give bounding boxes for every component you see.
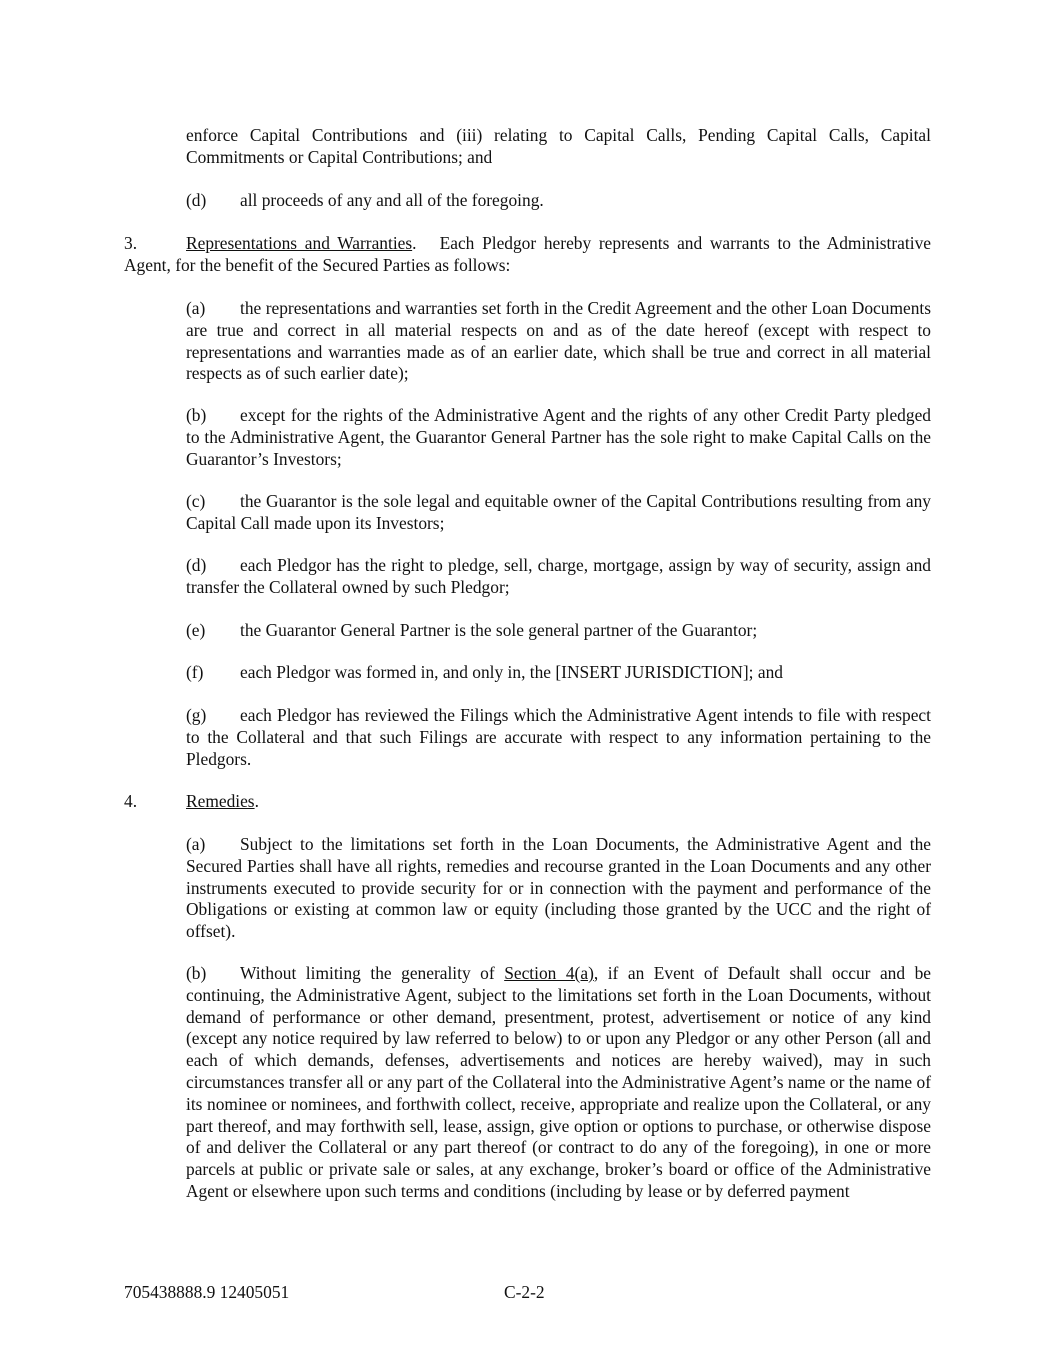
section-intro: Each Pledgor hereby represents and warrants to the Administrative Agent, for the benefit of the Secured Parties as follows: (124, 233, 931, 275)
clause-3d (186, 555, 931, 599)
clause-3a (186, 298, 931, 385)
clause-text: except for the rights of the Administrative Agent and the rights of any other Credit Party pledged to the Administrative Agent, the Guarantor General Partner has the sole right to make Capital Calls on the Guarantor’s Investors; (186, 405, 931, 469)
clause-text: each Pledgor was formed in, and only in, the [INSERT JURISDICTION]; and (240, 662, 783, 682)
section-4-heading-paragraph (124, 791, 931, 813)
clause-text: the Guarantor is the sole legal and equitable owner of the Capital Contributions resulting from any Capital Call made upon its Investors; (186, 491, 931, 533)
clause-4b (186, 963, 931, 1203)
section-reference-link: Section 4(a) (504, 963, 594, 983)
carryover-text: enforce Capital Contributions and (iii) relating to Capital Calls, Pending Capital Calls, Capital Commitments or Capital Contributions; and (186, 125, 931, 167)
clause-label: (d) (186, 190, 207, 210)
footer-page-number: C-2-2 (504, 1282, 545, 1302)
clause-text-before: Without limiting the generality of (240, 963, 495, 983)
clause-label: (f) (186, 662, 204, 682)
section-heading: Remedies (186, 791, 255, 811)
clause-label: (d) (186, 555, 207, 575)
clause-3b (186, 405, 931, 470)
clause-2d (186, 190, 931, 212)
clause-label: (a) (186, 834, 206, 854)
clause-text: each Pledgor has reviewed the Filings which the Administrative Agent intends to file with respect to the Collateral and that such Filings are accurate with respect to any information pertaining to the Pledgors. (186, 705, 931, 769)
footer-document-id: 705438888.9 12405051 (124, 1282, 290, 1302)
section-number: 3. (124, 233, 138, 253)
clause-text: Subject to the limitations set forth in the Loan Documents, the Administrative Agent and the Secured Parties shall have all rights, remedies and recourse granted in the Loan Documents and any other instruments executed to provide security for or in connection with the payment and performance of the Obligations or existing at common law or equity (including those granted by the UCC and the right of offset). (186, 834, 931, 942)
clause-text: the representations and warranties set forth in the Credit Agreement and the other Loan Documents are true and correct in all material respects on and as of the date hereof (except with respect to representations and warranties made as of an earlier date, which shall be true and correct in all material respects as of such earlier date); (186, 298, 931, 384)
clause-label: (c) (186, 491, 206, 511)
section-heading-period: . (254, 791, 259, 811)
clause-label: (b) (186, 405, 207, 425)
clause-label: (b) (186, 963, 207, 983)
section-heading-period: . (412, 233, 417, 253)
clause-text: each Pledgor has the right to pledge, sell, charge, mortgage, assign by way of security, assign and transfer the Collateral owned by such Pledgor; (186, 555, 931, 597)
section-number: 4. (124, 791, 138, 811)
clause-4a (186, 834, 931, 943)
clause-3g (186, 705, 931, 770)
clause-3e (186, 620, 931, 642)
clause-label: (e) (186, 620, 206, 640)
clause-text: all proceeds of any and all of the foregoing. (240, 190, 544, 210)
clause-label: (a) (186, 298, 206, 318)
carryover-paragraph (186, 125, 931, 169)
clause-text-after: , if an Event of Default shall occur and be continuing, the Administrative Agent, subject to the limitations set forth in the Loan Documents, without demand of performance or other demand, presentment, protest, advertisement or notice of any kind (except any notice required by law referred to below) to or upon any Pledgor or any other Person (all and each of which demands, defenses, advertisements and notices are hereby waived), may in such circumstances transfer all or any part of the Collateral into the Administrative Agent’s name or the name of its nominee or nominees, and forthwith collect, receive, appropriate and realize upon the Collateral, or any part thereof, and may forthwith sell, lease, assign, give option or options to purchase, or otherwise dispose of and deliver the Collateral or any part thereof (or contract to do any of the foregoing), in one or more parcels at public or private sale or sales, at any exchange, broker’s board or office of the Administrative Agent or elsewhere upon such terms and conditions (including by lease or by deferred payment (186, 963, 931, 1201)
clause-3c (186, 491, 931, 535)
clause-label: (g) (186, 705, 207, 725)
section-3-heading-paragraph (124, 233, 931, 277)
section-heading: Representations and Warranties (186, 233, 413, 253)
clause-3f (186, 662, 931, 684)
clause-text: the Guarantor General Partner is the sole general partner of the Guarantor; (240, 620, 758, 640)
